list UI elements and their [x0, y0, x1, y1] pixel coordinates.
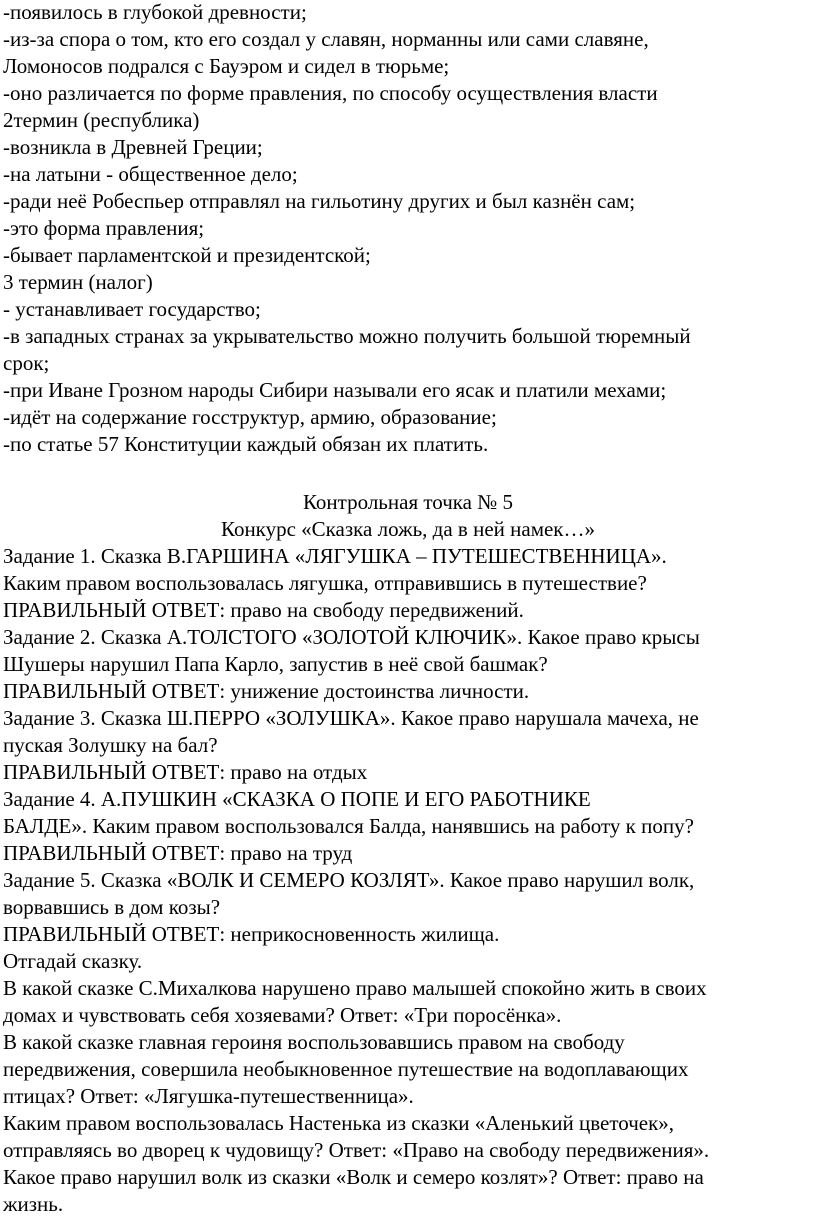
text-line: Шушеры нарушил Папа Карло, запустив в неё свой башмак? [3, 652, 548, 676]
text-line: Задание 2. Сказка А.ТОЛСТОГО «ЗОЛОТОЙ КЛЮЧИК». Какое право крысы [3, 625, 700, 649]
text-line: -в западных странах за укрывательство можно получить большой тюремный [3, 324, 691, 348]
text-line: 2термин (республика) [3, 108, 200, 132]
text-line: БАЛДЕ». Каким правом воспользовался Балда, нанявшись на работу к попу? [3, 814, 694, 838]
text-line: -ради неё Робеспьер отправлял на гильотину других и был казнён сам; [3, 189, 636, 213]
text-line: птицах? Ответ: «Лягушка-путешественница». [3, 1084, 414, 1108]
text-line: -на латыни - общественное дело; [3, 162, 298, 186]
text-line: -при Иване Грозном народы Сибири называли его ясак и платили мехами; [3, 378, 667, 402]
text-line: Какое право нарушил волк из сказки «Волк и семеро козлят»? Ответ: право на [3, 1165, 704, 1189]
text-line: Каким правом воспользовалась Настенька из сказки «Аленький цветочек», [3, 1111, 675, 1135]
text-line: В какой сказке С.Михалкова нарушено право малышей спокойно жить в своих [3, 976, 707, 1000]
text-line: -по статье 57 Конституции каждый обязан их платить. [3, 432, 489, 456]
text-line: Задание 1. Сказка В.ГАРШИНА «ЛЯГУШКА – ПУТЕШЕСТВЕННИЦА». [3, 544, 667, 568]
text-line: Задание 4. А.ПУШКИН «СКАЗКА О ПОПЕ И ЕГО РАБОТНИКЕ [3, 787, 591, 811]
text-line: -идёт на содержание госструктур, армию, образование; [3, 405, 497, 429]
text-line: Каким правом воспользовалась лягушка, отправившись в путешествие? [3, 571, 647, 595]
text-line: жизнь. [3, 1192, 64, 1216]
text-line: передвижения, совершила необыкновенное путешествие на водоплавающих [3, 1057, 689, 1081]
text-line: ворвавшись в дом козы? [3, 895, 221, 919]
text-line: В какой сказке главная героиня воспользовавшись правом на свободу [3, 1030, 625, 1054]
text-line: - устанавливает государство; [3, 297, 261, 321]
contest-title: Конкурс «Сказка ложь, да в ней намек…» [220, 517, 596, 541]
text-line: Задание 3. Сказка Ш.ПЕРРО «ЗОЛУШКА». Какое право нарушала мачеха, не [3, 706, 699, 730]
text-line: ПРАВИЛЬНЫЙ ОТВЕТ: неприкосновенность жилища. [3, 922, 500, 946]
text-line: ПРАВИЛЬНЫЙ ОТВЕТ: унижение достоинства личности. [3, 679, 530, 703]
text-line: 3 термин (налог) [3, 270, 153, 294]
text-line: пуская Золушку на бал? [3, 733, 218, 757]
text-line: ПРАВИЛЬНЫЙ ОТВЕТ: право на труд [3, 841, 353, 865]
text-line: домах и чувствовать себя хозяевами? Ответ: «Три поросёнка». [3, 1003, 562, 1027]
text-line: Отгадай сказку. [3, 949, 143, 973]
text-line: отправляясь во дворец к чудовищу? Ответ: «Право на свободу передвижения». [3, 1138, 710, 1162]
text-line: -из-за спора о том, кто его создал у славян, норманны или сами славяне, [3, 27, 649, 51]
text-line: Ломоносов подрался с Бауэром и сидел в тюрьме; [3, 54, 450, 78]
text-line: Задание 5. Сказка «ВОЛК И СЕМЕРО КОЗЛЯТ». Какое право нарушил волк, [3, 868, 695, 892]
text-line: -появилось в глубокой древности; [3, 0, 307, 24]
text-line: ПРАВИЛЬНЫЙ ОТВЕТ: право на отдых [3, 760, 368, 784]
text-line: -это форма правления; [3, 216, 205, 240]
section-title: Контрольная точка № 5 [302, 490, 514, 514]
text-line: -бывает парламентской и президентской; [3, 243, 371, 267]
text-line: -оно различается по форме правления, по способу осуществления власти [3, 81, 658, 105]
text-line: срок; [3, 351, 50, 375]
text-line: -возникла в Древней Греции; [3, 135, 263, 159]
text-line: ПРАВИЛЬНЫЙ ОТВЕТ: право на свободу передвижений. [3, 598, 524, 622]
